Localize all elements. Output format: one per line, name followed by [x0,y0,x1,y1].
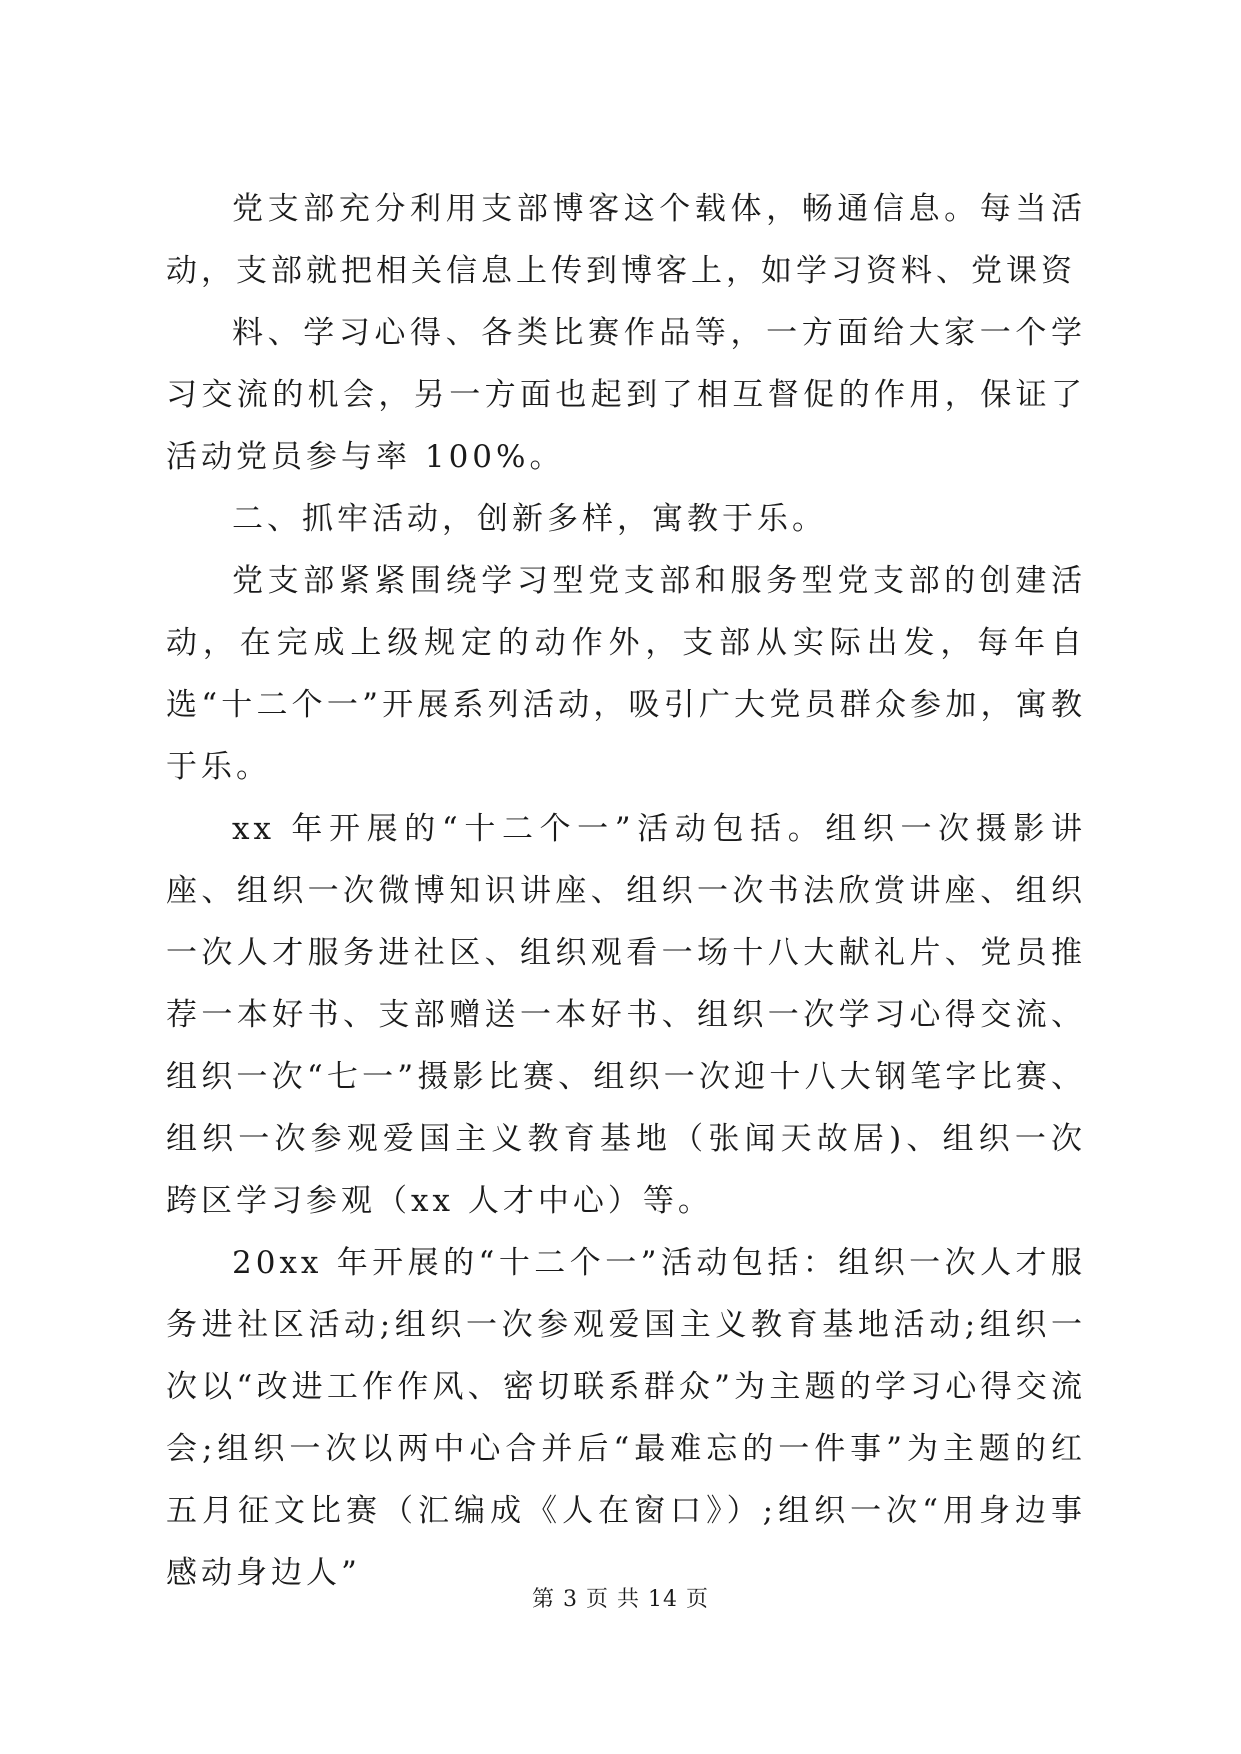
paragraph-20xx-year-activities: 20xx 年开展的“十二个一”活动包括：组织一次人才服务进社区活动;组织一次参观爱国主义教育基地活动;组织一次以“改进工作作风、密切联系群众”为主题的学习心得交流会;组织一次以两中心合并后“最难忘的一件事”为主题的红五月征文比赛（汇编成《人在窗口》）;组织一次“用身边事感动身边人” [166,1245,1086,1591]
paragraph-blog-content: 料、学习心得、各类比赛作品等，一方面给大家一个学习交流的机会，另一方面也起到了相互督促的作用，保证了活动党员参与率 100%。 [166,315,1086,475]
paragraph-xx-year-activities: xx 年开展的“十二个一”活动包括。组织一次摄影讲座、组织一次微博知识讲座、组织一次书法欣赏讲座、组织一次人才服务进社区、组织观看一场十八大献礼片、党员推荐一本好书、支部赠送一本好书、组织一次学习心得交流、组织一次“七一”摄影比赛、组织一次迎十八大钢笔字比赛、组织一次参观爱国主义教育基地（张闻天故居)、组织一次跨区学习参观（xx 人才中心）等。 [166,811,1086,1219]
paragraph-activities-intro: 党支部紧紧围绕学习型党支部和服务型党支部的创建活动，在完成上级规定的动作外，支部从实际出发，每年自选“十二个一”开展系列活动，吸引广大党员群众参加，寓教于乐。 [166,563,1086,785]
page-footer: 第 3 页 共 14 页 [532,1587,709,1612]
paragraph-blog-usage: 党支部充分利用支部博客这个载体，畅通信息。每当活动，支部就把相关信息上传到博客上，如学习资料、党课资 [166,191,1086,289]
section-heading-activities: 二、抓牢活动，创新多样，寓教于乐。 [232,501,827,537]
document-body [166,178,1086,1604]
